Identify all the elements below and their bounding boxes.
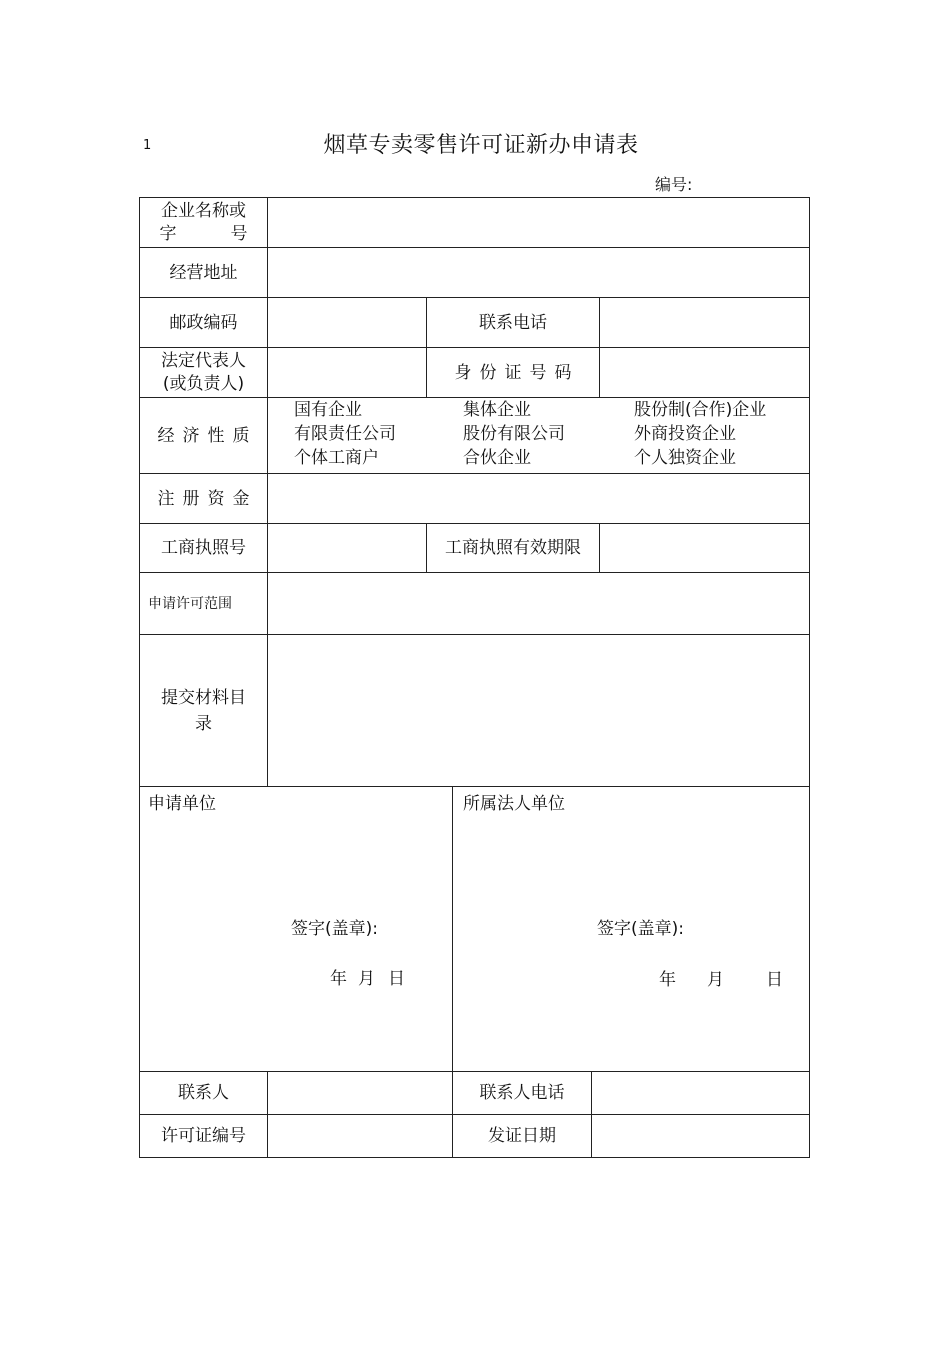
option-state-owned[interactable]: 国有企业 bbox=[294, 400, 362, 420]
contact-person-phone-field[interactable] bbox=[592, 1072, 809, 1114]
business-address-field[interactable] bbox=[268, 248, 809, 297]
option-foreign-investment[interactable]: 外商投资企业 bbox=[634, 424, 736, 444]
company-name-label bbox=[140, 198, 267, 247]
applicant-date-month: 月 bbox=[358, 969, 375, 989]
parent-unit-label: 所属法人单位 bbox=[463, 794, 565, 814]
legal-representative-line1: 法定代表人 bbox=[161, 350, 246, 371]
company-name-label-char-zi: 字 bbox=[159, 223, 177, 244]
submitted-materials-line2: 录 bbox=[195, 713, 212, 734]
business-license-number-field[interactable] bbox=[268, 524, 426, 572]
legal-representative-line2: (或负责人) bbox=[162, 373, 245, 394]
registered-capital-label: 注册资金 bbox=[157, 488, 258, 509]
option-joint-stock-cooperative[interactable]: 股份制(合作)企业 bbox=[634, 400, 767, 420]
option-collective[interactable]: 集体企业 bbox=[463, 400, 531, 420]
legal-representative-field[interactable] bbox=[268, 348, 426, 397]
parent-sign-label: 签字(盖章): bbox=[597, 919, 684, 939]
applicant-unit-label: 申请单位 bbox=[148, 794, 216, 814]
contact-person-field[interactable] bbox=[268, 1072, 452, 1114]
legal-representative-label bbox=[140, 348, 267, 397]
contact-person-phone-label: 联系人电话 bbox=[479, 1083, 565, 1103]
company-name-label-line1: 企业名称或 bbox=[161, 200, 246, 221]
company-name-field[interactable] bbox=[268, 198, 809, 247]
applicant-signature-area[interactable] bbox=[140, 815, 452, 1071]
option-limited-liability[interactable]: 有限责任公司 bbox=[294, 424, 396, 444]
parent-signature-area[interactable] bbox=[453, 815, 809, 1071]
submitted-materials-line1: 提交材料目 bbox=[161, 687, 246, 708]
economic-nature-label: 经济性质 bbox=[157, 425, 258, 446]
option-partnership[interactable]: 合伙企业 bbox=[463, 448, 531, 468]
permit-scope-label: 申请许可范围 bbox=[148, 595, 232, 612]
row-line bbox=[139, 786, 810, 787]
issue-date-label: 发证日期 bbox=[488, 1126, 556, 1146]
applicant-sign-label: 签字(盖章): bbox=[291, 919, 378, 939]
contact-phone-field[interactable] bbox=[600, 298, 809, 347]
table-border-right bbox=[809, 197, 810, 1157]
business-license-validity-label: 工商执照有效期限 bbox=[445, 538, 581, 558]
business-license-validity-field[interactable] bbox=[600, 524, 809, 572]
option-individual-business[interactable]: 个体工商户 bbox=[294, 448, 379, 468]
permit-number-field[interactable] bbox=[268, 1115, 452, 1157]
applicant-date-year: 年 bbox=[330, 969, 347, 989]
permit-number-label: 许可证编号 bbox=[161, 1126, 246, 1146]
postal-code-label: 邮政编码 bbox=[169, 312, 238, 333]
postal-code-field[interactable] bbox=[268, 298, 426, 347]
serial-number-label: 编号: bbox=[655, 175, 693, 194]
row-line bbox=[139, 1157, 810, 1158]
option-joint-stock-limited[interactable]: 股份有限公司 bbox=[463, 424, 565, 444]
submitted-materials-label bbox=[140, 635, 267, 786]
page-number: 1 bbox=[143, 138, 152, 153]
applicant-date-day: 日 bbox=[388, 969, 405, 989]
parent-date-year: 年 bbox=[659, 970, 676, 990]
contact-phone-label: 联系电话 bbox=[479, 312, 547, 333]
contact-person-label: 联系人 bbox=[178, 1083, 229, 1103]
permit-scope-field[interactable] bbox=[268, 573, 809, 634]
business-address-label: 经营地址 bbox=[169, 262, 238, 283]
registered-capital-field[interactable] bbox=[268, 474, 809, 523]
business-license-number-label: 工商执照号 bbox=[161, 538, 246, 558]
parent-date-day: 日 bbox=[766, 970, 783, 990]
issue-date-field[interactable] bbox=[592, 1115, 809, 1157]
form-title: 烟草专卖零售许可证新办申请表 bbox=[323, 133, 639, 158]
submitted-materials-field[interactable] bbox=[268, 635, 809, 786]
option-sole-proprietorship[interactable]: 个人独资企业 bbox=[634, 448, 736, 468]
id-number-field[interactable] bbox=[600, 348, 809, 397]
company-name-label-line2 bbox=[160, 223, 248, 246]
parent-date-month: 月 bbox=[707, 970, 724, 990]
company-name-label-char-hao: 号 bbox=[230, 223, 248, 244]
id-number-label: 身份证号码 bbox=[454, 362, 580, 383]
